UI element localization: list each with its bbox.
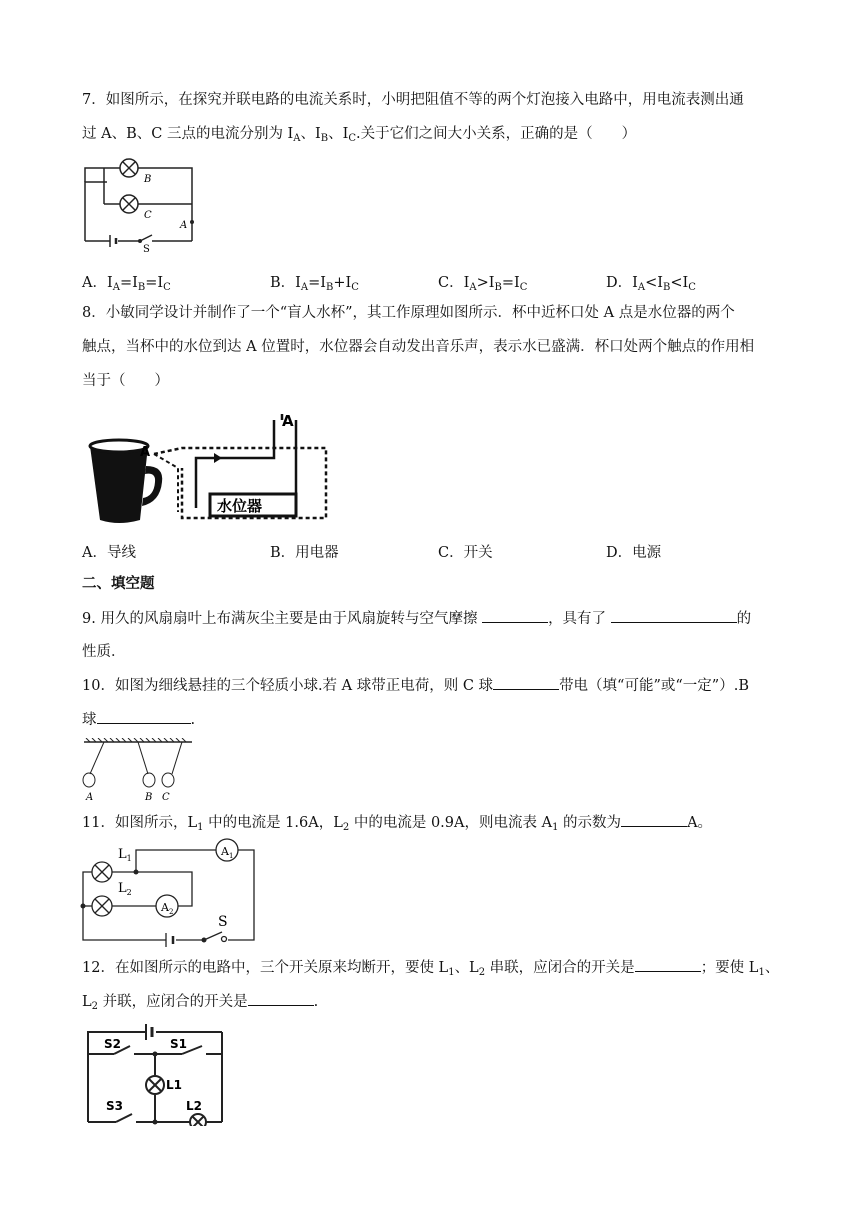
q10-label-a: A [86,792,94,802]
q12-line2 [82,991,318,1012]
q8-line3: 当于（ ） [82,373,169,389]
q9-text-2: ，具有了 [548,611,611,627]
q12-text-2: 、L [454,960,479,976]
q11-text-5: A。 [687,815,713,831]
q8-option-a-text: 导线 [106,545,136,561]
q11-label-s: S [218,914,228,930]
q12-blank-1[interactable] [635,957,701,972]
q7-line2 [82,124,636,144]
q10-balls-figure [82,738,194,802]
section-fill-in-title: 二、填空题 [82,575,155,592]
q7-option-c[interactable]: C．$I_A>I_B=I_C$ [438,275,528,293]
q8-option-b-letter: B． [270,545,296,561]
q7-label-a: A [180,220,188,231]
q11-label-a1: $A_1$ [221,845,234,860]
q7-option-a-letter: A． [82,275,107,291]
q12-sub-2: 2 [478,967,486,978]
q12-text-1: 12．在如图所示的电路中，三个开关原来均断开，要使 L [82,960,449,976]
q11-label-l1: $L_1$ [118,847,132,863]
q7-sub-b: B [320,133,329,144]
q12-label-l2: L2 [186,1099,202,1113]
q8-option-d-text: 电源 [632,545,662,561]
q8-option-c[interactable] [438,541,493,562]
q7-option-d-letter: D． [606,275,633,291]
q12-text-4: ；要使 L [700,960,759,976]
q10-label-b: B [145,792,153,802]
q11-sub-2: 2 [342,822,350,833]
q9-blank-2[interactable] [611,608,737,623]
q8-label-a-cup: A [140,445,151,460]
q11-sub-3: 1 [552,822,559,833]
q7-option-b-letter: B． [270,275,296,291]
q8-option-d-letter: D． [606,545,633,561]
q10-text-1: 10．如图为细线悬挂的三个轻质小球.若 A 球带正电荷，则 C 球 [82,678,494,694]
q7-circuit-figure [82,156,196,252]
q7-label-s: S [143,244,150,252]
q10-blank-1[interactable] [493,675,559,690]
q12-blank-2[interactable] [248,991,314,1006]
q7-label-c: C [144,210,152,221]
q10-text-3: 球 [82,712,97,728]
q11-text-1: 11．如图所示，L [82,815,198,831]
q10-text-2: 带电（填“可能”或“一定”）.B [559,678,749,694]
q8-line2: 触点，当杯中的水位到达 A 位置时，水位器会自动发出音乐声，表示水已盛满．杯口处两个触点的作用相 [82,339,755,355]
q7-option-c-letter: C． [438,275,464,291]
q12-label-l1: L1 [166,1078,182,1092]
q7-option-d[interactable]: D．$I_A<I_B<I_C$ [606,275,696,293]
q9-text-3: 的 [736,611,752,627]
q8-option-a-letter: A． [82,545,107,561]
q7-option-b[interactable]: B．$I_A=I_B+I_C$ [270,275,359,293]
q8-option-b-text: 用电器 [295,545,339,561]
q7-label-b: B [144,174,152,185]
q10-line1 [82,675,749,696]
q12-label-s3: S3 [106,1099,123,1113]
q12-label-s1: S1 [170,1037,187,1051]
q7-sub-c: C [348,133,356,144]
q12-circuit-figure [80,1018,228,1126]
q11-label-l2: $L_2$ [118,881,132,897]
q8-option-c-text: 开关 [463,545,493,561]
q12-text-5: 、 [764,960,780,976]
q9-line1 [82,608,751,629]
q7-text-a: 过 A、B、C 三点的电流分别为 I [82,126,294,142]
q11-line1 [82,812,712,833]
q11-text-2: 中的电流是 1.6A，L [203,815,343,831]
q11-circuit-figure [78,836,260,948]
q12-label-s2: S2 [104,1037,121,1051]
q10-label-c: C [162,792,170,802]
q8-label-device: 水位器 [217,497,263,515]
q7-text-tail: .关于它们之间大小关系，正确的是（ ） [356,126,637,142]
q8-option-b[interactable] [270,541,339,562]
q12-sub-4: 2 [91,1001,99,1012]
q12-line1 [82,957,779,978]
q8-cup-figure [86,408,336,526]
q11-text-3: 中的电流是 0.9A，则电流表 A [349,815,553,831]
q12-text-6: L [82,994,92,1010]
q9-text-1: 9. 用久的风扇扇叶上布满灰尘主要是由于风扇旋转与空气摩擦 [82,611,483,627]
q11-blank[interactable] [621,812,687,827]
q12-text-3: 串联，应闭合的开关是 [485,960,635,976]
q9-line2: 性质． [82,644,126,660]
q12-sub-1: 1 [448,967,455,978]
q8-option-a[interactable] [82,541,136,562]
q10-blank-2[interactable] [97,709,191,724]
q11-label-a2: $A_2$ [161,901,174,916]
q7-sep1: 、I [300,126,321,142]
q11-sub-1: 1 [197,822,204,833]
q12-sub-3: 1 [758,967,765,978]
q8-option-d[interactable] [606,541,661,562]
q10-text-4: . [190,712,196,728]
q8-option-c-letter: C． [438,545,464,561]
q8-line1: 8．小敏同学设计并制作了一个“盲人水杯”，其工作原理如图所示．杯中近杯口处 A 点是水位器的两个 [82,305,735,321]
q8-label-a-circuit: A [282,412,294,430]
q7-sep2: 、I [328,126,349,142]
q11-text-4: 的示数为 [558,815,622,831]
q9-blank-1[interactable] [482,608,548,623]
q10-line2 [82,709,195,730]
q7-option-a[interactable]: A．$I_A=I_B=I_C$ [82,275,171,293]
q12-text-8: . [313,994,319,1010]
q7-line1: 7．如图所示，在探究并联电路的电流关系时，小明把阻值不等的两个灯泡接入电路中，用电流表测出通 [82,92,744,108]
q12-text-7: 并联，应闭合的开关是 [98,994,248,1010]
q7-sub-a: A [293,133,301,144]
